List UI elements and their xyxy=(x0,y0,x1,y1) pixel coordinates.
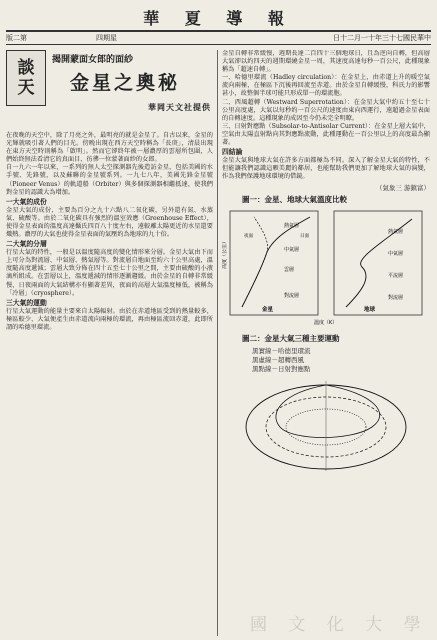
masthead-rule xyxy=(6,30,431,32)
x-axis-label: 溫度（K） xyxy=(314,320,338,327)
left-column xyxy=(6,50,213,636)
masthead xyxy=(6,4,431,46)
article-title: 金星之奧秘 xyxy=(70,72,181,94)
venus-layer-4: 對流層 xyxy=(284,293,300,300)
page-number: 版二第 xyxy=(6,34,27,42)
venus-layer-2: 中氣層 xyxy=(284,247,300,254)
earth-layer-2: 中氣層 xyxy=(388,251,404,258)
venus-panel xyxy=(230,211,318,315)
section-heading-layers: 二大氣的分層 xyxy=(6,240,47,249)
column-badge-char-1: 談 xyxy=(17,58,35,78)
figure2-legend-3: 黑點線－日射對應點 xyxy=(252,365,311,374)
earth-layer-1: 熱氣層 xyxy=(388,229,404,236)
superrotation-paragraph: 二、西風超轉（Westward Superrotation）：在金星大氣中約五十至七十公里高度處，大氣以每秒約一百公尺的速度由東向西運行，遠超過金星表面的自轉速度。這種現象的成因至今仍未完全明瞭。 xyxy=(222,98,430,122)
column-badge-char-2: 天 xyxy=(17,78,35,98)
publication-date: 日十二月一十年三十七國民華中 xyxy=(333,34,431,42)
motion-paragraph: 行星大氣運動的能量主要來自太陽輻射。由於在赤道地區受到的熱量較多，極區較少，大氣便產生由赤道流向兩極的環流，再由極區流回赤道，此即所謂的哈德里環流。 xyxy=(6,307,213,331)
earth-panel xyxy=(334,211,422,315)
venus-night-curve xyxy=(242,217,268,307)
article-header xyxy=(6,50,213,130)
issue-weekday: 四期星 xyxy=(96,34,117,42)
curve-label-day: 日面 xyxy=(300,234,309,240)
right-column xyxy=(222,50,430,636)
venus-layer-3: 雲層 xyxy=(284,267,295,274)
curve-label-venus: 金星 xyxy=(262,307,274,314)
venus-layer-1: 熱氣層 xyxy=(284,223,300,230)
column-divider xyxy=(217,50,218,636)
intro-paragraph-1: 在夜晚的天空中，除了月亮之外，最明亮的就是金星了。自古以來，金星的光輝就吸引著人們的目光。傍晚出現在西方天空時稱為「長庚」，清晨出現在東方天空時則稱為「啟明」。然而它卻終年被一層濃厚的雲層所包圍，人們始終無法看清它的真面目，彷彿一位蒙著面紗的女郎。 xyxy=(6,132,213,164)
article-byline: 華岡天文社提供 xyxy=(148,102,211,112)
library-watermark: 國 文 化 大 學 xyxy=(250,615,429,635)
composition-paragraph: 金星大氣的成份，主要為百分之九十六點八二氧化碳，另外還有氮、水蒸氣、硫酸等。由於二氧化碳具有強烈的溫室效應（Greenhouse Effect），使得金星表面的溫度高達攝氏四百八十度左右，遠較離太陽更近的水星還要熾熱。濃厚的大氣也使得金星表面的氣壓約為地球的九十倍。 xyxy=(6,206,213,239)
motions-diagram xyxy=(222,373,430,473)
curve-label-earth: 地球 xyxy=(364,307,376,314)
earth-layer-3: 平流層 xyxy=(388,273,404,280)
conclusion-paragraph: 金星大氣與地球大氣在許多方面都極為不同。深入了解金星大氣的特性，不但能讓我們認識這顆美麗的鄰居，也能幫助我們更加了解地球大氣的演變，作為我們保護地球環境的借鏡。 xyxy=(222,157,430,181)
figure1-title: 圖一：金星、地球大氣溫度比較 xyxy=(242,195,347,205)
figure2-title: 圖二：金星大氣三種主要運動 xyxy=(242,334,340,344)
figure-temperature-comparison xyxy=(222,194,430,331)
earth-layer-4: 對流層 xyxy=(388,295,404,302)
y-axis-label: 高度（公里） xyxy=(222,239,228,270)
intro-paragraph-2: 自一九六一年以來，一系列的無人太空探測器先後造訪金星，包括美國的水手號、先鋒號，以及蘇聯的金星號系列。一九七八年，美國先鋒金星號（Pioneer Venus）的軌道船（Orbiter）與多個探測器相繼抵達，使我們對金星的認識大為增加。 xyxy=(6,164,213,196)
section-heading-motion: 三大氣的運動 xyxy=(6,298,47,307)
figure2-legend-2: 黑虛線－超轉西風 xyxy=(252,356,304,365)
temperature-diagram xyxy=(222,207,430,327)
subsolar-paragraph: 三、日射對應點（Subsolar-to-Antisolar Current）：在金星上層大氣中，空氣由太陽直射點向其對應點流動，此種運動在一百公里以上的高度最為顯著。 xyxy=(222,122,430,147)
venus-day-curve xyxy=(242,217,310,307)
column-badge xyxy=(6,50,46,106)
article-kicker: 揭開蒙面女郎的面紗 xyxy=(52,55,134,65)
layers-paragraph: 行星大氣的特性，一般是以溫度隨高度的變化情形來分層。金星大氣由下而上可分為對流層、中氣層、熱氣層等。對流層自地面至約六十公里高處，溫度隨高度遞減；雲層大致分佈在四十五至七十公里之間，主要由硫酸的小液滴所組成。在雲層以上，溫度遞減的情形逐漸趨緩。由於金星的自轉非常緩慢，日夜兩面的大氣結構亦有顯著差異，夜面的高層大氣溫度極低，被稱為「冷層」（cryosphere）。 xyxy=(6,249,213,297)
hadley-cell xyxy=(276,385,380,438)
figure2-legend-1: 黑實線－哈德里環流 xyxy=(252,347,311,356)
hadley-paragraph: 一、哈德里環流（Hadley circulation）：在金星上，由赤道上升的暖空氣流向兩極，在極區下沉後再回流至赤道。由於金星自轉緩慢，科氏力的影響甚小，故整個半球可能只形成單一的環流胞。 xyxy=(222,74,430,98)
newspaper-title: 華 夏 導 報 xyxy=(143,9,294,28)
section-heading-conclusion: 四結論 xyxy=(222,148,243,157)
author-credit: （氣象三 游鎮富） xyxy=(375,184,430,193)
figure-atmosphere-motions xyxy=(222,333,430,477)
rotation-paragraph: 金星自轉非常緩慢，週期長達二百四十三個地球日，且為逆向自轉，但高層大氣卻以約四天的週期環繞金星一周，其速度高達每秒一百公尺，此種現象稱為「超速自轉」。 xyxy=(222,50,430,74)
curve-label-night: 夜面 xyxy=(244,234,253,240)
section-heading-composition: 一大氣的成份 xyxy=(6,197,47,206)
masthead-rule-bottom xyxy=(6,44,431,45)
